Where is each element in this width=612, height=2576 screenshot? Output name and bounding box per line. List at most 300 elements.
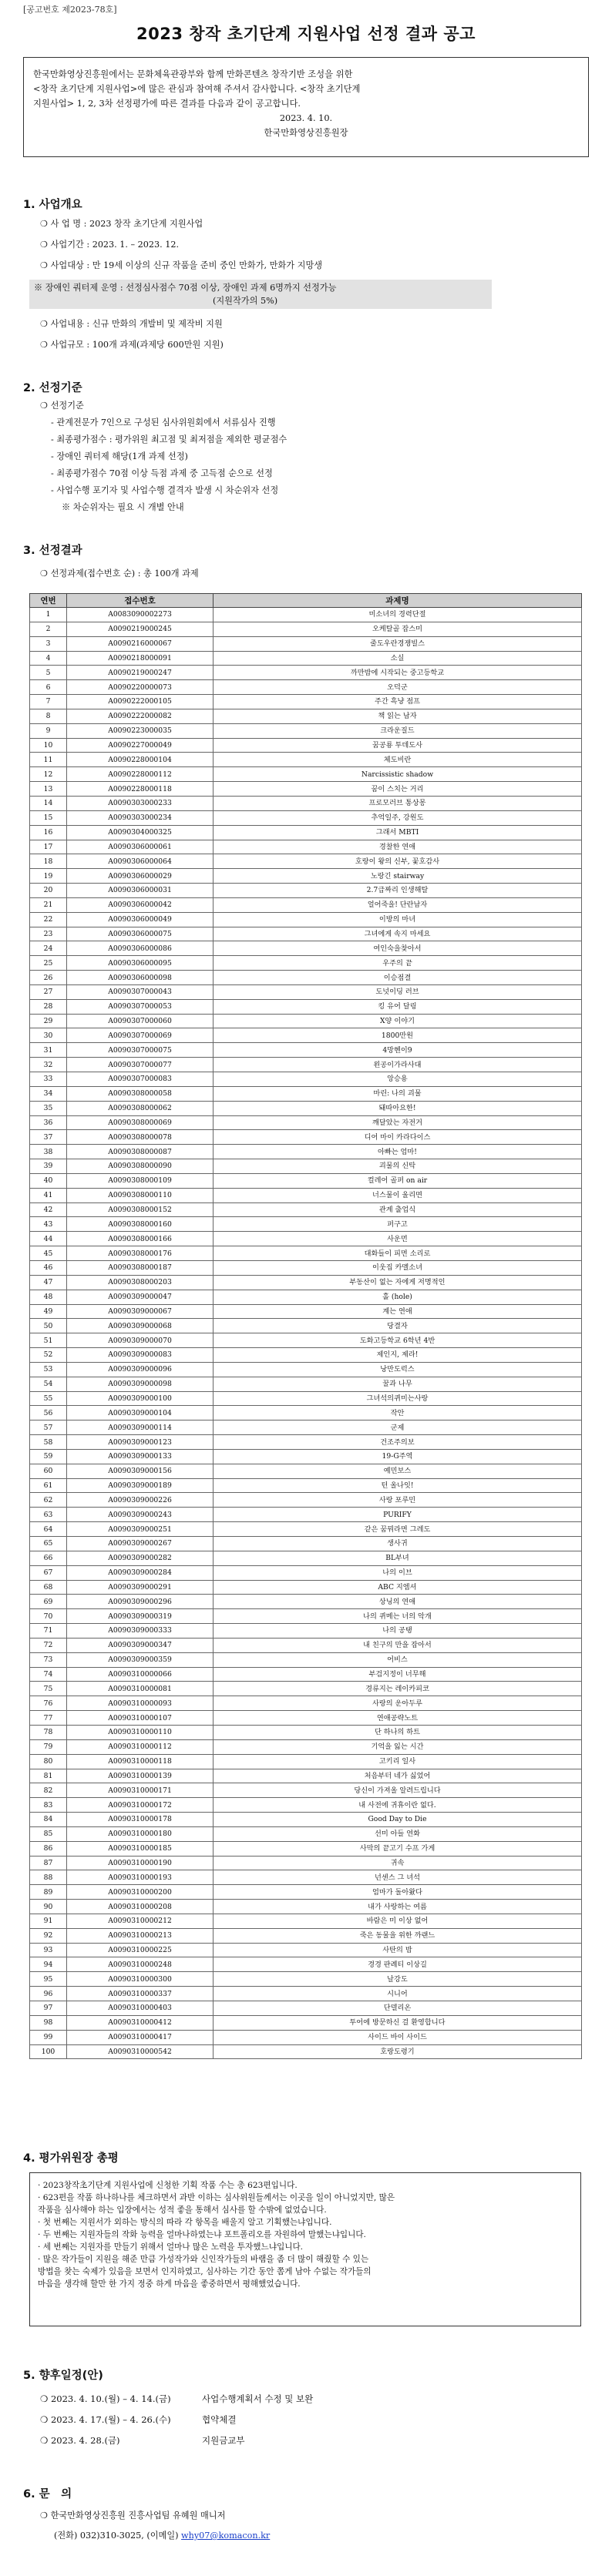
cell-title: 이웃집 카멜소녀 bbox=[214, 1260, 582, 1275]
cell-id: A0090309000243 bbox=[67, 1508, 214, 1522]
cell-no: 81 bbox=[30, 1769, 67, 1783]
cell-title: 부검지정이 너무해 bbox=[214, 1667, 582, 1682]
cell-id: A0090222000105 bbox=[67, 695, 214, 709]
table-row bbox=[30, 1188, 582, 1202]
cell-id: A0090307000043 bbox=[67, 984, 214, 999]
overview-scale: ❍ 사업규모 : 100개 과제(과제당 600만원 지원) bbox=[40, 340, 224, 350]
cell-title: 괴물의 신탁 bbox=[214, 1159, 582, 1174]
table-row bbox=[30, 1928, 582, 1943]
cell-no: 88 bbox=[30, 1870, 67, 1885]
cell-no: 31 bbox=[30, 1043, 67, 1058]
review-box bbox=[29, 2172, 581, 2326]
cell-id: A0090307000069 bbox=[67, 1028, 214, 1043]
cell-no: 25 bbox=[30, 956, 67, 971]
cell-title: 단델리온 bbox=[214, 2001, 582, 2016]
criteria-item: - 최종평가점수 : 평가위원 최고점 및 최저점을 제외한 평균점수 bbox=[51, 434, 288, 444]
cell-no: 80 bbox=[30, 1754, 67, 1769]
cell-no: 64 bbox=[30, 1522, 67, 1537]
table-row bbox=[30, 1711, 582, 1726]
table-row bbox=[30, 1028, 582, 1043]
cell-title: 엄마가 돌아왔다 bbox=[214, 1885, 582, 1900]
cell-id: A0090216000067 bbox=[67, 636, 214, 651]
cell-id: A0090308000109 bbox=[67, 1173, 214, 1188]
cell-no: 45 bbox=[30, 1246, 67, 1261]
table-row bbox=[30, 884, 582, 898]
cell-id: A0090310000107 bbox=[67, 1711, 214, 1726]
section-heading-criteria: 2. 선정기준 bbox=[23, 382, 82, 394]
cell-no: 22 bbox=[30, 912, 67, 927]
cell-id: A0090310000172 bbox=[67, 1798, 214, 1813]
intro-date: 2023. 4. 10. bbox=[279, 113, 333, 123]
cell-title: 내 친구의 만을 잡아서 bbox=[214, 1638, 582, 1652]
table-row bbox=[30, 999, 582, 1014]
table-row bbox=[30, 680, 582, 695]
cell-no: 21 bbox=[30, 897, 67, 912]
cell-no: 8 bbox=[30, 709, 67, 723]
cell-no: 71 bbox=[30, 1624, 67, 1639]
cell-title: 주간 흑냥 점프 bbox=[214, 695, 582, 709]
table-row bbox=[30, 825, 582, 840]
cell-no: 95 bbox=[30, 1972, 67, 1987]
table-row bbox=[30, 636, 582, 651]
table-row bbox=[30, 897, 582, 912]
table-row bbox=[30, 1856, 582, 1870]
cell-id: A0090310000542 bbox=[67, 2044, 214, 2059]
cell-no: 70 bbox=[30, 1609, 67, 1624]
cell-title: 고키리 일사 bbox=[214, 1754, 582, 1769]
section-heading-overview: 1. 사업개요 bbox=[23, 199, 82, 211]
cell-id: A0090309000100 bbox=[67, 1391, 214, 1406]
cell-no: 4 bbox=[30, 651, 67, 666]
cell-no: 63 bbox=[30, 1508, 67, 1522]
schedule-date: ❍ 2023. 4. 28.(금) bbox=[40, 2435, 120, 2446]
cell-id: A0090309000123 bbox=[67, 1435, 214, 1450]
cell-id: A0090306000098 bbox=[67, 971, 214, 985]
cell-title: 처음부터 네가 싫었어 bbox=[214, 1769, 582, 1783]
overview-content: ❍ 사업내용 : 신규 만화의 개발비 및 제작비 지원 bbox=[40, 319, 223, 329]
cell-no: 59 bbox=[30, 1449, 67, 1464]
cell-no: 7 bbox=[30, 695, 67, 709]
cell-no: 6 bbox=[30, 680, 67, 695]
cell-title: 미소녀의 경력단절 bbox=[214, 608, 582, 622]
cell-no: 14 bbox=[30, 796, 67, 810]
table-row bbox=[30, 1972, 582, 1987]
review-line: · 첫 번째는 지원서가 외하는 방식의 따라 각 항목을 배울지 알고 기획했는냐입니다. bbox=[38, 2218, 332, 2227]
cell-title: 이승점결 bbox=[214, 971, 582, 985]
cell-id: A0090308000058 bbox=[67, 1086, 214, 1101]
cell-title: 계는 연애 bbox=[214, 1304, 582, 1319]
cell-no: 89 bbox=[30, 1885, 67, 1900]
cell-id: A0090310000185 bbox=[67, 1841, 214, 1856]
table-row bbox=[30, 723, 582, 738]
cell-title: 생사귀 bbox=[214, 1537, 582, 1551]
cell-no: 10 bbox=[30, 738, 67, 753]
cell-title: 그녀석의퀴미는사랑 bbox=[214, 1391, 582, 1406]
table-row bbox=[30, 941, 582, 956]
page-title: 2023 창작 초기단계 지원사업 선정 결과 공고 bbox=[136, 25, 476, 43]
section-heading-schedule: 5. 향후일정(안) bbox=[23, 2370, 103, 2382]
cell-id: A0090308000176 bbox=[67, 1246, 214, 1261]
cell-title: 날강도 bbox=[214, 1972, 582, 1987]
review-line: · 623편을 작품 하나하나를 체크하면서 과반 이하는 심사위원들께서는 이곳을 일이 아니었지만, 많은 bbox=[38, 2193, 395, 2202]
cell-no: 83 bbox=[30, 1798, 67, 1813]
cell-title: 사랑 포루민 bbox=[214, 1493, 582, 1508]
cell-title: 소실 bbox=[214, 651, 582, 666]
cell-no: 96 bbox=[30, 1987, 67, 2001]
cell-id: A0090310000403 bbox=[67, 2001, 214, 2016]
cell-no: 60 bbox=[30, 1464, 67, 1478]
cell-title: 4망헨이9 bbox=[214, 1043, 582, 1058]
table-row bbox=[30, 1348, 582, 1363]
table-row bbox=[30, 1943, 582, 1957]
table-row bbox=[30, 1739, 582, 1754]
cell-id: A0090310000193 bbox=[67, 1870, 214, 1885]
cell-no: 44 bbox=[30, 1232, 67, 1246]
cell-no: 99 bbox=[30, 2030, 67, 2044]
cell-no: 33 bbox=[30, 1072, 67, 1087]
cell-id: A0090310000118 bbox=[67, 1754, 214, 1769]
cell-title: 킹 유어 달링 bbox=[214, 999, 582, 1014]
table-row bbox=[30, 796, 582, 810]
table-row bbox=[30, 1798, 582, 1813]
criteria-item: - 관계전문가 7인으로 구성된 심사위원회에서 서류심사 진행 bbox=[51, 418, 276, 428]
cell-title: BL부녀 bbox=[214, 1551, 582, 1565]
table-row bbox=[30, 782, 582, 797]
col-header-title: 과제명 bbox=[214, 594, 582, 608]
table-row bbox=[30, 1086, 582, 1101]
cell-id: A0090309000359 bbox=[67, 1652, 214, 1667]
cell-id: A0090309000267 bbox=[67, 1537, 214, 1551]
cell-id: A0090306000075 bbox=[67, 927, 214, 941]
schedule-date: ❍ 2023. 4. 10.(월) – 4. 14.(금) bbox=[40, 2393, 171, 2404]
cell-title: 프로모러브 통상몽 bbox=[214, 796, 582, 810]
table-row bbox=[30, 927, 582, 941]
cell-title: 19-G주역 bbox=[214, 1449, 582, 1464]
cell-title: Good Day to Die bbox=[214, 1813, 582, 1827]
table-row bbox=[30, 854, 582, 869]
schedule-item bbox=[40, 2434, 245, 2447]
table-row bbox=[30, 1885, 582, 1900]
table-row bbox=[30, 1232, 582, 1246]
cell-id: A0090309000284 bbox=[67, 1565, 214, 1580]
cell-no: 18 bbox=[30, 854, 67, 869]
cell-no: 65 bbox=[30, 1537, 67, 1551]
cell-id: A0090227000049 bbox=[67, 738, 214, 753]
cell-id: A0090310000208 bbox=[67, 1900, 214, 1914]
table-row bbox=[30, 1449, 582, 1464]
table-row bbox=[30, 1043, 582, 1058]
cell-no: 32 bbox=[30, 1058, 67, 1072]
contact-info bbox=[54, 2530, 270, 2541]
cell-id: A0090306000061 bbox=[67, 840, 214, 854]
table-row bbox=[30, 1565, 582, 1580]
cell-no: 84 bbox=[30, 1813, 67, 1827]
cell-id: A0090309000347 bbox=[67, 1638, 214, 1652]
cell-title: 꿈이 스치는 거리 bbox=[214, 782, 582, 797]
table-row bbox=[30, 1580, 582, 1595]
table-row bbox=[30, 1173, 582, 1188]
cell-no: 58 bbox=[30, 1435, 67, 1450]
table-row bbox=[30, 1159, 582, 1174]
cell-no: 85 bbox=[30, 1826, 67, 1841]
section-heading-results: 3. 선정결과 bbox=[23, 545, 82, 557]
quota-note bbox=[29, 280, 492, 309]
cell-no: 5 bbox=[30, 666, 67, 680]
cell-id: A0090218000091 bbox=[67, 651, 214, 666]
cell-id: A0090310000180 bbox=[67, 1826, 214, 1841]
cell-title: 줄도우란경쟁빌스 bbox=[214, 636, 582, 651]
schedule-item bbox=[40, 2393, 313, 2405]
cell-no: 42 bbox=[30, 1202, 67, 1217]
cell-title: 넌센스 그 녀석 bbox=[214, 1870, 582, 1885]
table-row bbox=[30, 1537, 582, 1551]
cell-title: 호랑이 왕의 신부, 꽃호감사 bbox=[214, 854, 582, 869]
notice-number: [공고번호 제2023-78호] bbox=[23, 5, 117, 15]
cell-id: A0090310000066 bbox=[67, 1667, 214, 1682]
review-line: 작품을 심사해야 하는 입장에서는 성적 좋을 통해서 심사를 할 수밖에 없었습니다. bbox=[38, 2205, 327, 2215]
criteria-item: - 최종평가점수 70점 이상 득점 과제 중 고득점 순으로 선정 bbox=[51, 468, 273, 478]
cell-title: 나의 퀴메는 너의 악개 bbox=[214, 1609, 582, 1624]
table-row bbox=[30, 1202, 582, 1217]
cell-title: ABC 지엠셔 bbox=[214, 1580, 582, 1595]
cell-no: 68 bbox=[30, 1580, 67, 1595]
cell-no: 50 bbox=[30, 1319, 67, 1333]
quota-note-line: ※ 장애인 쿼터제 운영 : 선정심사점수 70점 이상, 장애인 과제 6명까지 선정가능 bbox=[34, 283, 337, 293]
cell-id: A0090309000083 bbox=[67, 1348, 214, 1363]
cell-no: 78 bbox=[30, 1725, 67, 1739]
cell-id: A0090310000110 bbox=[67, 1725, 214, 1739]
cell-id: A0090308000152 bbox=[67, 1202, 214, 1217]
cell-no: 74 bbox=[30, 1667, 67, 1682]
cell-title: 추억일주, 강원도 bbox=[214, 810, 582, 825]
table-row bbox=[30, 1595, 582, 1609]
quota-note-line: (지원작가의 5%) bbox=[213, 296, 278, 306]
cell-title: 도화고등학교 6학년 4반 bbox=[214, 1333, 582, 1348]
cell-title: 어비스 bbox=[214, 1652, 582, 1667]
cell-no: 20 bbox=[30, 884, 67, 898]
table-row bbox=[30, 956, 582, 971]
cell-id: A0090306000031 bbox=[67, 884, 214, 898]
cell-title: 디어 마이 카라다이스 bbox=[214, 1130, 582, 1145]
cell-id: A0090310000093 bbox=[67, 1696, 214, 1711]
cell-id: A0090309000098 bbox=[67, 1377, 214, 1391]
cell-title: X양 이야기 bbox=[214, 1014, 582, 1028]
cell-title: 꿈공룡 투데도사 bbox=[214, 738, 582, 753]
cell-no: 56 bbox=[30, 1406, 67, 1420]
cell-no: 94 bbox=[30, 1957, 67, 1972]
cell-title: 사이드 바이 사이드 bbox=[214, 2030, 582, 2044]
cell-title: 우주의 끝 bbox=[214, 956, 582, 971]
cell-id: A0090309000296 bbox=[67, 1595, 214, 1609]
results-table bbox=[29, 593, 582, 2059]
cell-title: 낭만도럭스 bbox=[214, 1362, 582, 1377]
cell-no: 57 bbox=[30, 1420, 67, 1435]
cell-title: 바람은 미 이상 없어 bbox=[214, 1914, 582, 1928]
table-row bbox=[30, 1145, 582, 1159]
intro-line: 지원사업> 1, 2, 3차 선정평가에 따른 결과를 다음과 같이 공고합니다. bbox=[33, 99, 301, 109]
contact-person: ❍ 한국만화영상진흥원 진흥사업팀 유혜원 매니저 bbox=[40, 2511, 226, 2521]
cell-no: 16 bbox=[30, 825, 67, 840]
cell-title: 도넛이딩 러브 bbox=[214, 984, 582, 999]
cell-id: A0090309000282 bbox=[67, 1551, 214, 1565]
cell-no: 30 bbox=[30, 1028, 67, 1043]
cell-id: A0090306000049 bbox=[67, 912, 214, 927]
cell-id: A0090310000190 bbox=[67, 1856, 214, 1870]
table-row bbox=[30, 1696, 582, 1711]
cell-no: 35 bbox=[30, 1101, 67, 1115]
cell-no: 29 bbox=[30, 1014, 67, 1028]
table-row bbox=[30, 971, 582, 985]
cell-id: A0090308000087 bbox=[67, 1145, 214, 1159]
cell-title: 까만밤에 시작되는 중고등학교 bbox=[214, 666, 582, 680]
cell-id: A0090304000325 bbox=[67, 825, 214, 840]
intro-box bbox=[23, 57, 589, 157]
cell-title: 당결자 bbox=[214, 1319, 582, 1333]
cell-title: 홀 (hole) bbox=[214, 1290, 582, 1304]
table-row bbox=[30, 1624, 582, 1639]
cell-no: 79 bbox=[30, 1739, 67, 1754]
cell-no: 37 bbox=[30, 1130, 67, 1145]
table-row bbox=[30, 709, 582, 723]
cell-title: 오덕군 bbox=[214, 680, 582, 695]
cell-id: A0090307000053 bbox=[67, 999, 214, 1014]
cell-title: 노랑긴 stairway bbox=[214, 869, 582, 884]
cell-title: 깨달았는 자전거 bbox=[214, 1115, 582, 1130]
cell-no: 52 bbox=[30, 1348, 67, 1363]
table-row bbox=[30, 1260, 582, 1275]
intro-line: 한국만화영상진흥원에서는 문화체육관광부와 함께 만화콘텐츠 창작기반 조성을 위한 bbox=[33, 69, 353, 79]
table-row bbox=[30, 1493, 582, 1508]
table-row bbox=[30, 1754, 582, 1769]
table-row bbox=[30, 1987, 582, 2001]
contact-email-link[interactable]: why07@komacon.kr bbox=[181, 2531, 271, 2541]
cell-no: 48 bbox=[30, 1290, 67, 1304]
cell-title: 관계 출업식 bbox=[214, 1202, 582, 1217]
cell-id: A0090309000333 bbox=[67, 1624, 214, 1639]
cell-id: A0090310000212 bbox=[67, 1914, 214, 1928]
cell-title: 경류지는 레이카피코 bbox=[214, 1682, 582, 1696]
cell-id: A0090308000090 bbox=[67, 1159, 214, 1174]
cell-title: 이방의 마녀 bbox=[214, 912, 582, 927]
table-row bbox=[30, 1058, 582, 1072]
table-row bbox=[30, 1826, 582, 1841]
cell-title: 여인숙을찾아서 bbox=[214, 941, 582, 956]
schedule-item bbox=[40, 2413, 236, 2426]
cell-title: Narcissistic shadow bbox=[214, 767, 582, 782]
cell-title: 그녀에게 속지 마세요 bbox=[214, 927, 582, 941]
cell-no: 9 bbox=[30, 723, 67, 738]
cell-title: 기억을 잃는 시간 bbox=[214, 1739, 582, 1754]
cell-no: 76 bbox=[30, 1696, 67, 1711]
table-row bbox=[30, 1900, 582, 1914]
cell-no: 47 bbox=[30, 1275, 67, 1290]
schedule-task: 협약체결 bbox=[202, 2414, 237, 2425]
cell-title: 오케탈골 잡스미 bbox=[214, 622, 582, 636]
table-row bbox=[30, 666, 582, 680]
table-row bbox=[30, 984, 582, 999]
cell-id: A0090308000078 bbox=[67, 1130, 214, 1145]
cell-id: A0090303000234 bbox=[67, 810, 214, 825]
cell-title: 사막의 끝고기 수프 가게 bbox=[214, 1841, 582, 1856]
table-row bbox=[30, 1957, 582, 1972]
schedule-task: 지원금교부 bbox=[202, 2435, 245, 2446]
cell-no: 46 bbox=[30, 1260, 67, 1275]
table-row bbox=[30, 1551, 582, 1565]
table-row bbox=[30, 1667, 582, 1682]
table-row bbox=[30, 1115, 582, 1130]
cell-id: A0090308000069 bbox=[67, 1115, 214, 1130]
table-row bbox=[30, 1072, 582, 1087]
table-row bbox=[30, 1682, 582, 1696]
cell-id: A0090310000300 bbox=[67, 1972, 214, 1987]
cell-id: A0090223000035 bbox=[67, 723, 214, 738]
table-row bbox=[30, 1638, 582, 1652]
cell-id: A0090307000060 bbox=[67, 1014, 214, 1028]
cell-no: 86 bbox=[30, 1841, 67, 1856]
cell-title: 경경 판례티 이상길 bbox=[214, 1957, 582, 1972]
cell-title: 죽은 동물을 위한 까랜느 bbox=[214, 1928, 582, 1943]
cell-title: 돼따아요한! bbox=[214, 1101, 582, 1115]
cell-title: 아빠는 엄마! bbox=[214, 1145, 582, 1159]
cell-title: 왼공이가라사대 bbox=[214, 1058, 582, 1072]
cell-title: 1800만원 bbox=[214, 1028, 582, 1043]
cell-id: A0090308000187 bbox=[67, 1260, 214, 1275]
table-row bbox=[30, 1870, 582, 1885]
review-line: · 두 번째는 지원자들의 작화 능력을 얼마나하였는냐 포트폴리오를 자원하여 말했는냐입니다. bbox=[38, 2230, 366, 2239]
cell-no: 97 bbox=[30, 2001, 67, 2016]
cell-title: 투어에 방문하신 걸 환영합니다 bbox=[214, 2015, 582, 2030]
cell-title: 컬레어 골퍼 on air bbox=[214, 1173, 582, 1188]
cell-no: 49 bbox=[30, 1304, 67, 1319]
table-row bbox=[30, 1769, 582, 1783]
cell-title: 대화들이 피면 소리로 bbox=[214, 1246, 582, 1261]
cell-title: 내가 사랑하는 여름 bbox=[214, 1900, 582, 1914]
cell-id: A0090222000082 bbox=[67, 709, 214, 723]
results-intro: ❍ 선정과제(접수번호 순) : 총 100개 과제 bbox=[40, 569, 199, 579]
table-row bbox=[30, 2044, 582, 2059]
review-line: 방법을 찾는 숙제가 있음을 보면서 인지하였고, 심사하는 기간 동안 쫌게 남아 수없는 작가들의 bbox=[38, 2267, 372, 2276]
cell-title: 얼어죽을! 단란남자 bbox=[214, 897, 582, 912]
cell-id: A0090309000104 bbox=[67, 1406, 214, 1420]
table-row bbox=[30, 753, 582, 767]
table-row bbox=[30, 1783, 582, 1798]
cell-no: 72 bbox=[30, 1638, 67, 1652]
table-row bbox=[30, 622, 582, 636]
cell-title: 나의 공탱 bbox=[214, 1624, 582, 1639]
cell-title: 그래서 MBTI bbox=[214, 825, 582, 840]
cell-title: 사랑의 운아두루 bbox=[214, 1696, 582, 1711]
cell-id: A0090308000203 bbox=[67, 1275, 214, 1290]
table-row bbox=[30, 1333, 582, 1348]
cell-no: 23 bbox=[30, 927, 67, 941]
section-heading-contact: 6. 문 의 bbox=[23, 2488, 72, 2501]
cell-title: 나의 이브 bbox=[214, 1565, 582, 1580]
cell-title: 앙승용 bbox=[214, 1072, 582, 1087]
cell-id: A0090310000248 bbox=[67, 1957, 214, 1972]
table-row bbox=[30, 695, 582, 709]
cell-title: PURIFY bbox=[214, 1508, 582, 1522]
review-line: · 2023창작초기단계 지원사업에 신청한 기획 작품 수는 총 623편입니다. bbox=[38, 2181, 298, 2190]
cell-title: 마린: 나의 괴물 bbox=[214, 1086, 582, 1101]
cell-id: A0090310000200 bbox=[67, 1885, 214, 1900]
cell-title: 당신이 가져올 알려드립니다 bbox=[214, 1783, 582, 1798]
cell-no: 15 bbox=[30, 810, 67, 825]
cell-no: 28 bbox=[30, 999, 67, 1014]
cell-no: 87 bbox=[30, 1856, 67, 1870]
criteria-item: ※ 차순위자는 필요 시 개별 안내 bbox=[62, 502, 184, 512]
cell-no: 54 bbox=[30, 1377, 67, 1391]
cell-no: 3 bbox=[30, 636, 67, 651]
